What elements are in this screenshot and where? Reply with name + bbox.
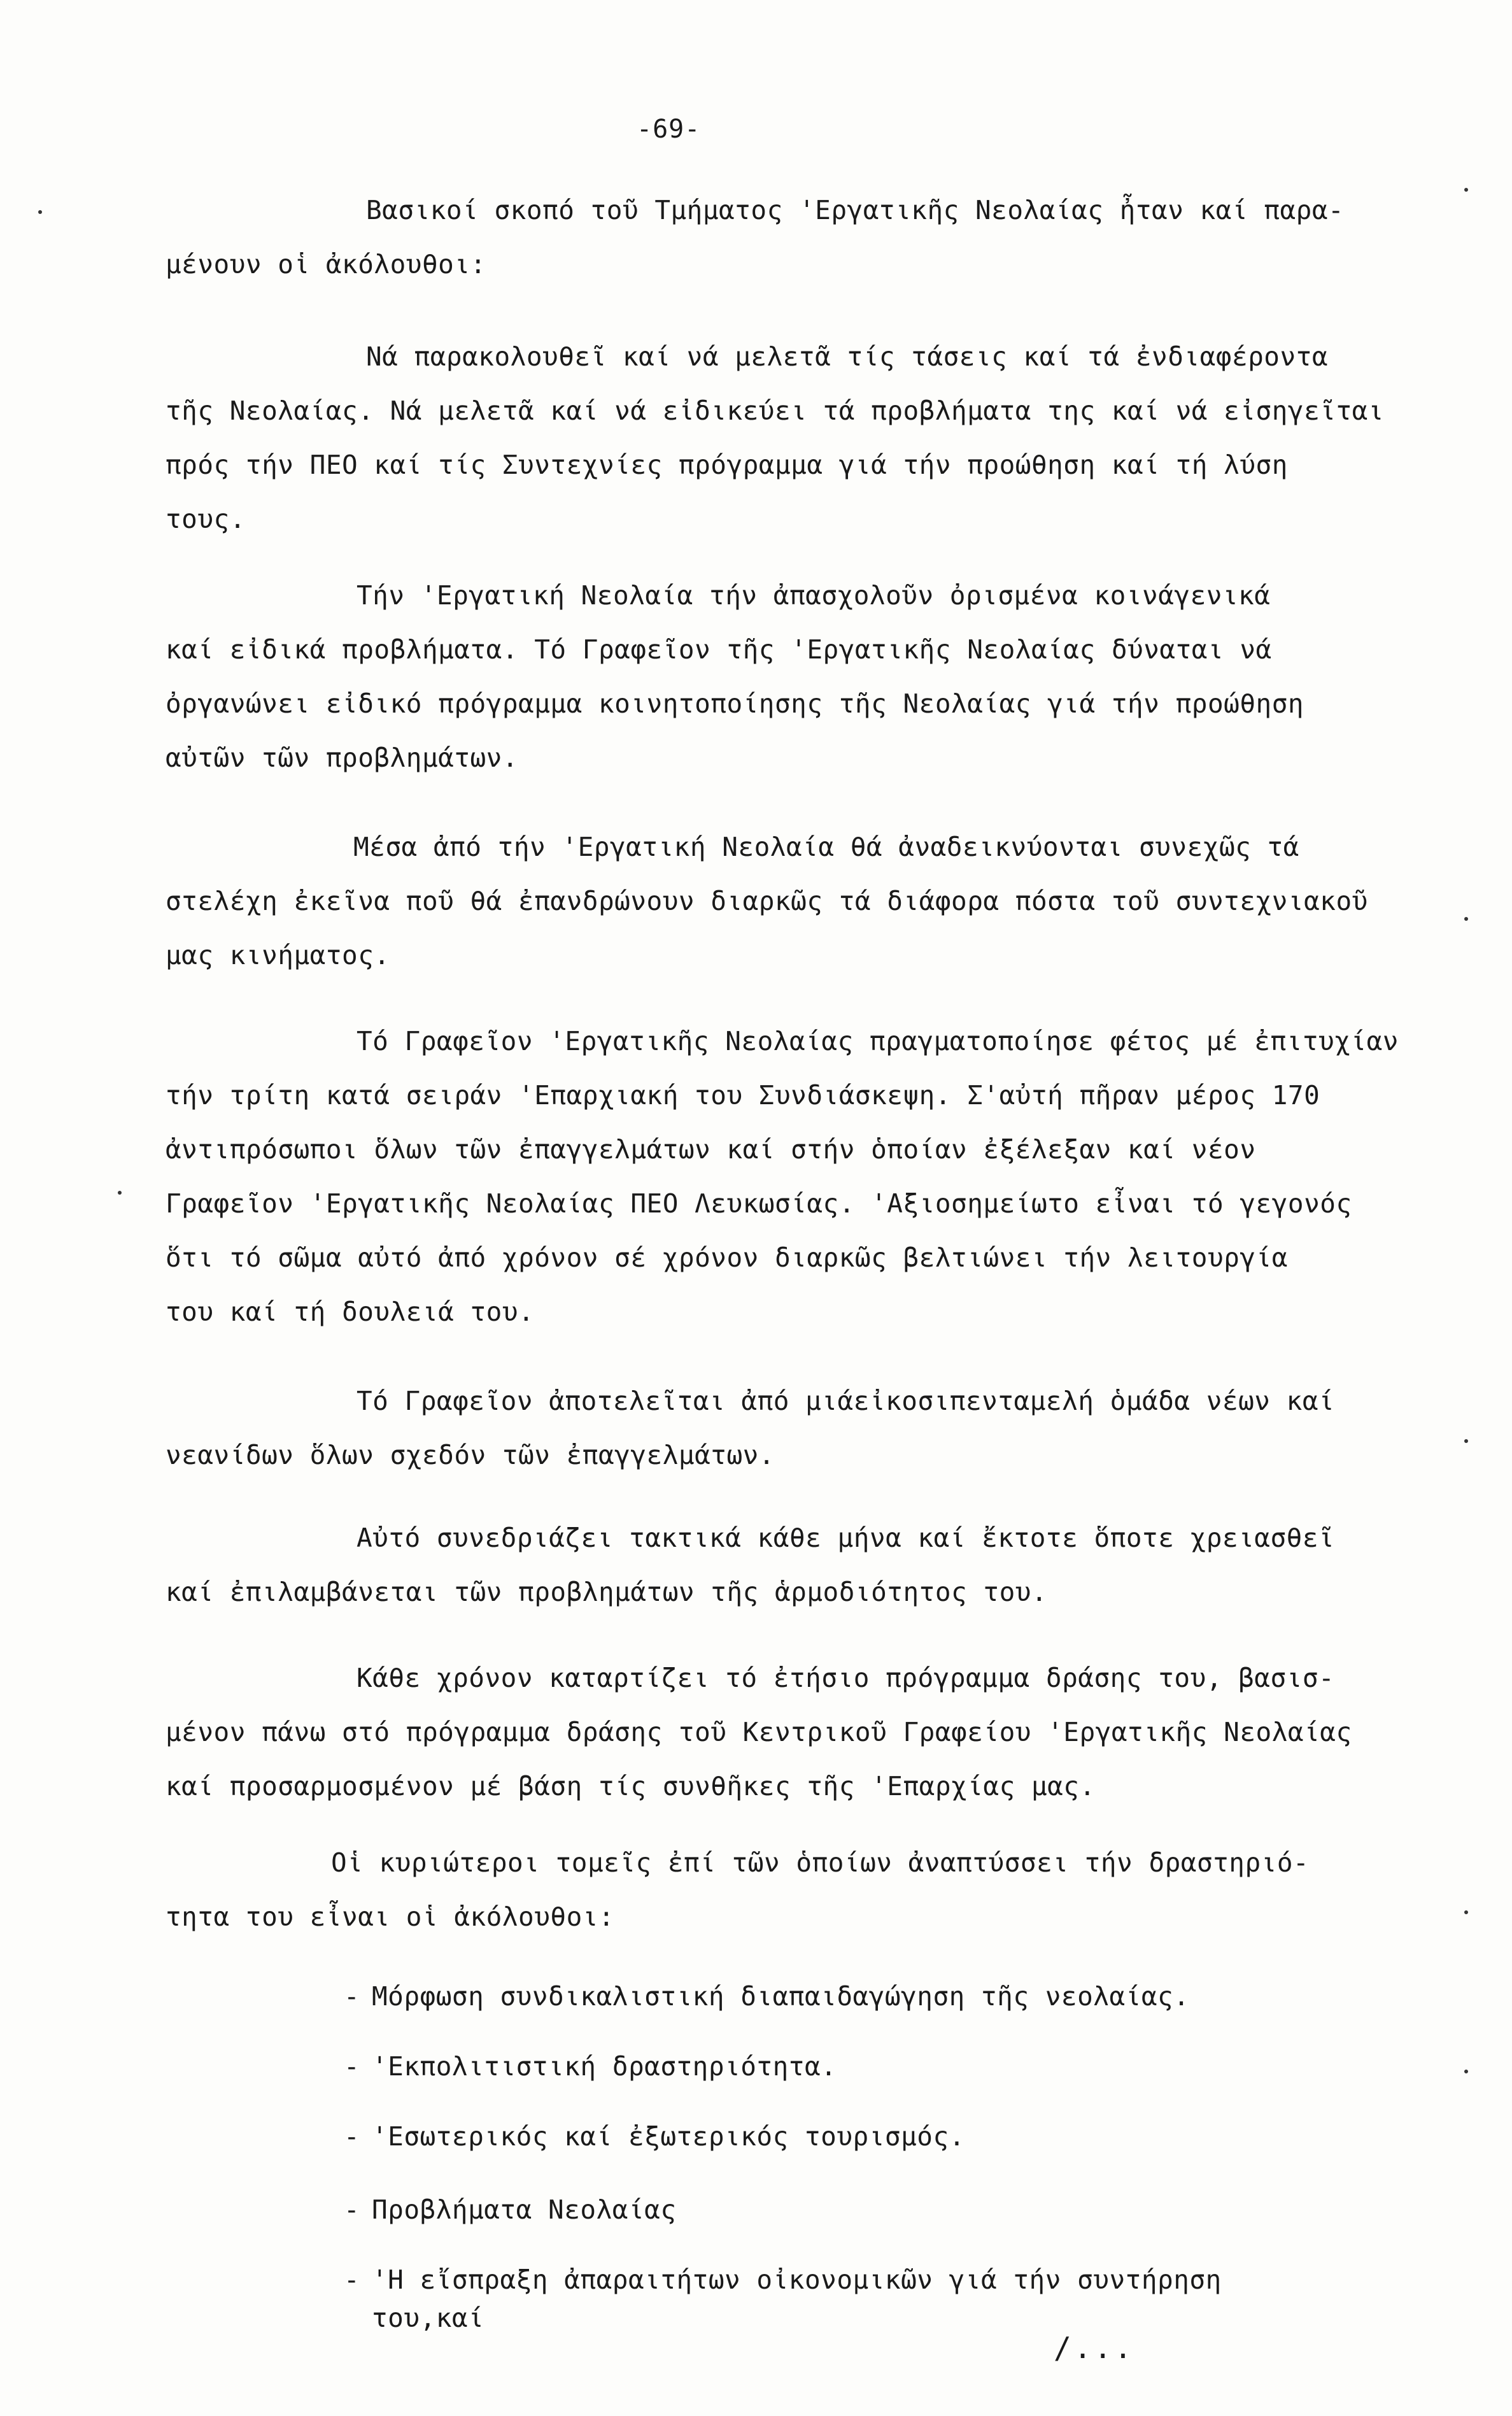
paragraph-2-line-2: τῆς Νεολαίας. Νά μελετᾶ καί νά εἰδικεύει τά προβλήματα της καί νά εἰσηγεῖται: [166, 395, 1384, 426]
paragraph-1-line-1: Βασικοί σκοπό τοῦ Τμήματος 'Εργατικῆς Νεολαίας ἦταν καί παρα-: [366, 195, 1345, 225]
paragraph-9-line-1: Οἱ κυριώτεροι τομεῖς ἐπί τῶν ὁποίων ἀναπτύσσει τήν δραστηριό-: [331, 1847, 1310, 1878]
paragraph-8-line-1: Κάθε χρόνον καταρτίζει τό ἐτήσιο πρόγραμμα δράσης του, βασισ-: [357, 1663, 1335, 1693]
paragraph-7-line-1: Αὐτό συνεδριάζει τακτικά κάθε μήνα καί ἔκτοτε ὅποτε χρειασθεῖ: [357, 1523, 1335, 1553]
bullet-text: Προβλήματα Νεολαίας: [372, 2194, 677, 2225]
paragraph-5-line-2: τήν τρίτη κατά σειράν 'Επαρχιακή του Συνδιάσκεψη. Σ'αὐτή πῆραν μέρος 170: [166, 1080, 1320, 1111]
paragraph-4-line-3: μας κινήματος.: [166, 940, 390, 970]
paragraph-6-line-1: Τό Γραφεῖον ἀποτελεῖται ἀπό μιάεἰκοσιπενταμελή ὁμάδα νέων καί: [357, 1386, 1335, 1416]
paragraph-8-line-2: μένον πάνω στό πρόγραμμα δράσης τοῦ Κεντρικοῦ Γραφείου 'Εργατικῆς Νεολαίας: [166, 1717, 1352, 1747]
paragraph-5-line-1: Τό Γραφεῖον 'Εργατικῆς Νεολαίας πραγματοποίησε φέτος μέ ἐπιτυχίαν: [357, 1026, 1399, 1056]
paragraph-6-line-2: νεανίδων ὅλων σχεδόν τῶν ἐπαγγελμάτων.: [166, 1440, 775, 1470]
paragraph-5-line-6: του καί τή δουλειά του.: [166, 1297, 535, 1327]
continued-mark: /...: [1054, 2331, 1134, 2365]
scan-speck: [1464, 188, 1468, 192]
paragraph-9-line-2: τητα του εἶναι οἱ ἀκόλουθοι:: [166, 1901, 615, 1932]
paragraph-3-line-1: Τήν 'Εργατική Νεολαία τήν ἀπασχολοῦν ὀρισμένα κοινάγενικά: [357, 580, 1271, 611]
bullet-text: 'Εκπολιτιστική δραστηριότητα.: [372, 2051, 837, 2082]
bullet-item: [344, 2047, 837, 2086]
scan-speck: [1464, 2070, 1468, 2073]
bullet-dash: -: [344, 1981, 360, 2012]
paragraph-2-line-3: πρός τήν ΠΕΟ καί τίς Συντεχνίες πρόγραμμα γιά τήν προώθηση καί τή λύση: [166, 450, 1288, 480]
bullet-text: Μόρφωση συνδικαλιστική διαπαιδαγώγηση τῆς νεολαίας.: [372, 1981, 1190, 2012]
paragraph-4-line-1: Μέσα ἀπό τήν 'Εργατική Νεολαία θά ἀναδεικνύονται συνεχῶς τά: [353, 832, 1299, 862]
paragraph-3-line-2: καί εἰδικά προβλήματα. Τό Γραφεῖον τῆς 'Εργατικῆς Νεολαίας δύναται νά: [166, 634, 1272, 665]
scan-speck: [1464, 1439, 1468, 1443]
bullet-dash: -: [344, 2121, 360, 2152]
paragraph-2-line-4: τους.: [166, 504, 246, 534]
bullet-item: [344, 1977, 1189, 2015]
bullet-item: [344, 2191, 677, 2229]
paragraph-3-line-3: ὀργανώνει εἰδικό πρόγραμμα κοινητοποίησης τῆς Νεολαίας γιά τήν προώθηση: [166, 688, 1304, 719]
paragraph-1-line-2: μένουν οἱ ἀκόλουθοι:: [166, 249, 486, 280]
scan-speck: [38, 210, 42, 214]
paragraph-8-line-3: καί προσαρμοσμένον μέ βάση τίς συνθῆκες τῆς 'Επαρχίας μας.: [166, 1771, 1096, 1801]
bullet-item: [344, 2117, 965, 2156]
bullet-dash: -: [344, 2051, 360, 2082]
paragraph-5-line-5: ὅτι τό σῶμα αὐτό ἀπό χρόνον σέ χρόνον διαρκῶς βελτιώνει τήν λειτουργία: [166, 1242, 1288, 1273]
bullet-text: 'Η εἴσπραξη ἀπαραιτήτων οἰκονομικῶν γιά τήν συντήρηση: [372, 2264, 1222, 2295]
bullet-text: 'Εσωτερικός καί ἐξωτερικός τουρισμός.: [372, 2121, 965, 2152]
bullet-item: [344, 2261, 1222, 2299]
page-number: -69-: [637, 115, 701, 144]
bullet-dash: -: [344, 2264, 360, 2295]
paragraph-5-line-4: Γραφεῖον 'Εργατικῆς Νεολαίας ΠΕΟ Λευκωσίας. 'Αξιοσημείωτο εἶναι τό γεγονός: [166, 1188, 1352, 1219]
scan-speck: [1464, 1910, 1468, 1914]
bullet-dash: -: [344, 2194, 360, 2225]
scan-speck: [1464, 917, 1468, 921]
paragraph-5-line-3: ἀντιπρόσωποι ὅλων τῶν ἐπαγγελμάτων καί στήν ὁποίαν ἐξέλεξαν καί νέον: [166, 1134, 1256, 1165]
paragraph-4-line-2: στελέχη ἐκεῖνα ποῦ θά ἐπανδρώνουν διαρκῶς τά διάφορα πόστα τοῦ συντεχνιακοῦ: [166, 886, 1368, 916]
bullet-item-continuation: του,καί: [372, 2303, 484, 2333]
paragraph-2-line-1: Νά παρακολουθεῖ καί νά μελετᾶ τίς τάσεις καί τά ἐνδιαφέροντα: [366, 341, 1329, 372]
paragraph-3-line-4: αὐτῶν τῶν προβλημάτων.: [166, 743, 519, 773]
scan-speck: [118, 1191, 122, 1195]
paragraph-7-line-2: καί ἐπιλαμβάνεται τῶν προβλημάτων τῆς ἁρμοδιότητος του.: [166, 1577, 1048, 1607]
